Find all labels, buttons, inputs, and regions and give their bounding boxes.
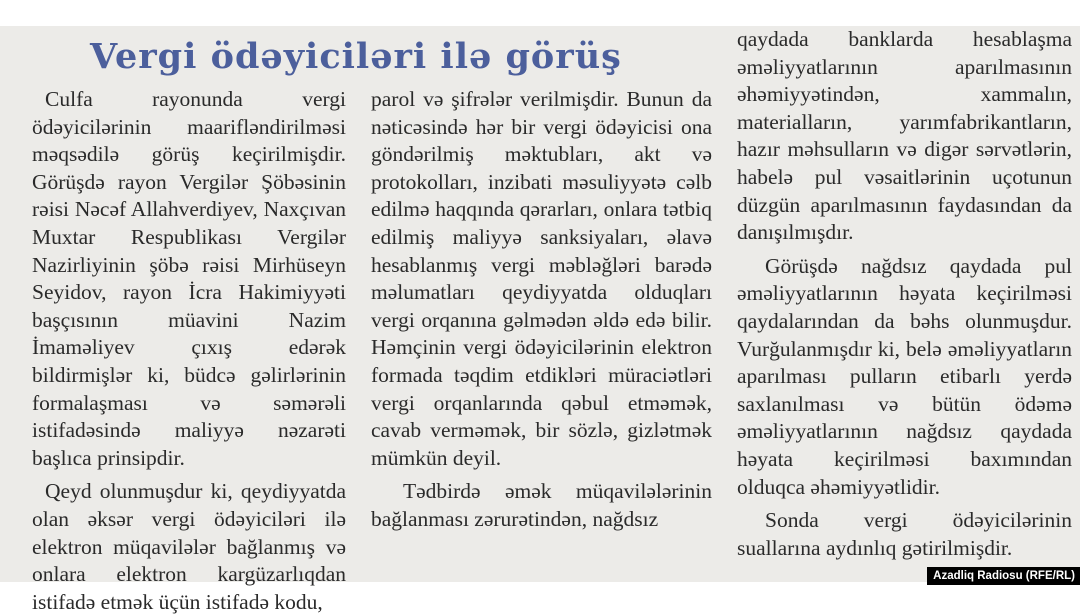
article-column-2 xyxy=(371,86,712,534)
article-paragraph: Görüşdə nağdsız qaydada pul əməliyyatlarının həyata keçirilməsi qaydalarından da bəhs olunmuşdur. Vurğulanmışdır ki, belə əməliyyatların aparılması pulların etibarlı yerdə saxlanılması və bütün ödəmə əməliyyatlarının nağdsız qaydada həyata keçirilməsi baxımından olduqca əhəmiyyətlidir. xyxy=(737,253,1072,499)
article-paragraph: Qeyd olunmuşdur ki, qeydiyyatda olan əksər vergi ödəyiciləri ilə elektron müqavilələr bağlanmış və onlara elektron kargüzarlıqdan istifadə etmək üçün istifadə kodu, xyxy=(32,479,346,614)
article-column-1 xyxy=(32,86,346,616)
article-paragraph: parol və şifrələr verilmişdir. Bunun da nəticəsində hər bir vergi ödəyicisi ona göndərilmiş məktubları, akt və protokolları, inzibati məsuliyyətə cəlb edilmə haqqında qərarları, onlara tətbiq edilmiş maliyyə sanksiyaları, əlavə hesablanmış vergi məbləğləri barədə məlumatları qeydiyyatda olduqları vergi orqanına gəlmədən əldə edə bilir. Həmçinin vergi ödəyicilərinin elektron formada təqdim etdikləri müraciətləri vergi orqanlarında qəbul etməmək, cavab verməmək, bir sözlə, gizlətmək mümkün deyil. xyxy=(371,87,712,470)
article-paragraph: Culfa rayonunda vergi ödəyicilərinin maarifləndirilməsi məqsədilə görüş keçirilmişdir. Görüşdə rayon Vergilər Şöbəsinin rəisi Nəcəf Allahverdiyev, Naxçıvan Muxtar Respublikası Vergilər Nazirliyinin şöbə rəisi Mirhüseyn Seyidov, rayon İcra Hakimiyyəti başçısının müavini Nazim İmaməliyev çıxış edərək bildirmişlər ki, büdcə gəlirlərinin formalaşması və səmərəli istifadəsində maliyyə nəzarəti başlıca prinsipdir. xyxy=(32,87,346,470)
article-paragraph: Tədbirdə əmək müqavilələrinin bağlanması zərurətindən, nağdsız xyxy=(371,479,712,531)
image-credit-badge: Azadliq Radiosu (RFE/RL) xyxy=(927,567,1080,585)
article-paragraph: qaydada banklarda hesablaşma əməliyyatlarının aparılmasının əhəmiyyətindən, xammalın, materialların, yarımfabrikantların, hazır məhsulların və digər sərvətlərin, habelə pul vəsaitlərinin uçotunun düzgün aparılmasının faydasından da danışılmışdır. xyxy=(737,27,1072,245)
article-headline: Vergi ödəyiciləri ilə görüş xyxy=(90,36,622,77)
article-paragraph: Sonda vergi ödəyicilərinin suallarına aydınlıq gətirilmişdir. xyxy=(737,508,1072,560)
newspaper-clipping xyxy=(0,26,1080,614)
article-column-3 xyxy=(737,26,1072,562)
